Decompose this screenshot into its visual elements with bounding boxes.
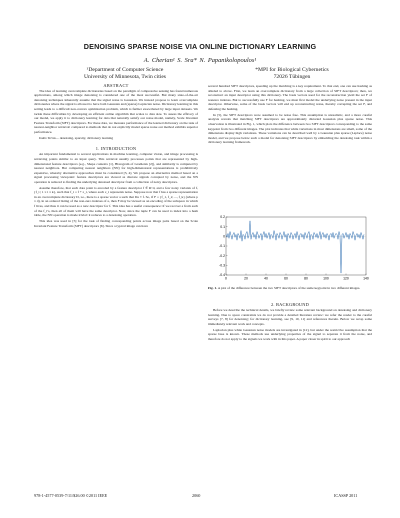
left-column — [34, 84, 198, 229]
caption-label: Fig. 1. — [208, 286, 218, 290]
right-column-top — [208, 84, 372, 146]
y-tick-label: -0.3 — [219, 263, 225, 268]
affiliation-1-univ: University of Minnesota, Twin cities — [83, 74, 166, 81]
index-terms-text: denoising, sparsity, dictionary learning — [59, 135, 114, 140]
intro-paragraph-2: Assume therefore, that each data point is encoded by a feature descriptor f ∈ R^d, and a few noisy variants of f, {f_i | 1 ≤ i ≤ k}, such that f_i = f + ε_i, where each ε_i represents noise. Suppose now that f has a sparse representation in an overcomplete dictionary D, i.e., there is a sparse vector a such that Da ≈ f. So, if F = {f_1, f_2, ..., f_k} (where p ≤ d), in an ordered listing of the non-zero indexes of a, then F may be viewed as an encoding of the subspace in which f lives, and thus it can be used as a new descriptor for f. This idea has a useful consequence: if we recover a from each of the f_i’s, then all of them will have the same descriptor. Now, since the tuple F can be used to index into a hash table, the NN operation is made trivial: it reduces to a denoising operation. — [34, 185, 198, 218]
background-paragraph-2: Laplacian plus white Gaussian noise models are investigated in [12], but under the restrictive assumption that the sparse base is known. These methods use underlying properties of the signal to separate it from the noise, and therefore do not apply to the signals we work with in this paper. A paper closer in spirit to our approach — [208, 327, 372, 341]
right-intro-paragraph-1: several hundred SIFT descriptors, speeding up the matching is a key requirement. To that end, one can use hashing as alluded to above. First, we learn an overcomplete dictionary from a large collection of SIFT descriptors; then, we reconstruct an input descriptor using this dictionary. The basis vectors used for the reconstruction yield the set F of nonzero indexes. But to successfully use F for hashing, we must first model the underlying noise present in the input descriptor. Otherwise, some of the basis vectors will end up reconstructing noise, thereby corrupting the set F, and defeating the hashing. — [208, 84, 372, 111]
right-intro-paragraph-2: In [5], the SIFT descriptors were assumed to be noise free. This assumption is unrealistic, and a more careful analysis reveals that matching SIFT descriptors are approximately distorted Gaussian plus sparse noise. This observation is illustrated in Fig. 1, which plots the difference between two SIFT descriptors corresponding to the same keypoint from two different images. The plot indicates that while variations in most dimensions are small, some of the dimensions display high variations. These variations can be described well by a Gaussian plus sparse (Laplace) noise model, and we propose below such a model for denoising SIFT descriptors by embedding the denoising task within a dictionary learning framework. — [208, 112, 372, 145]
right-column-bottom — [208, 302, 372, 343]
index-terms-label: Index Terms— — [39, 135, 59, 140]
affiliation-1-dept: ¹Department of Computer Science — [86, 67, 164, 73]
x-tick-label: 0 — [225, 276, 227, 281]
background-heading: 2. BACKGROUND — [271, 302, 309, 307]
intro-paragraph-1: An important fundamental to several applications in machine learning, computer vision, and image processing is retrieving points similar to an input query. This retrieval usually processes points that are represented by high-dimensional feature descriptors (e.g., Shape contexts [1], Histogram of Gradients [2]), and similarity is computed by nearest neighbors. But computing nearest neighbors (NN) for high-dimensional representations is prohibitively expensive, whereby alternative approaches must be considered [3, 4]. We propose an alternative method based on a signal processing viewpoint: feature descriptors are viewed as discrete signals corrupted by noise, and the NN operation is reduced to finding the underlying denoised descriptor from a collection of noisy descriptors. — [34, 152, 198, 184]
author-list: A. Cherian¹ S. Sra* N. Papanikolopoulos¹ — [143, 57, 257, 64]
affiliation-2-inst: *MPI for Biological Cybernetics — [255, 67, 329, 73]
index-terms — [34, 136, 198, 141]
affiliation-2-city: 72026 Tübingen — [273, 74, 311, 81]
y-axis-ticks — [219, 215, 227, 277]
x-tick-label: 20 — [244, 276, 248, 281]
y-tick-label: 0.2 — [220, 215, 225, 220]
x-tick-label: 140 — [363, 276, 369, 281]
x-tick-label: 100 — [323, 276, 329, 281]
series-line — [226, 221, 364, 273]
difference-series — [226, 221, 364, 273]
y-tick-label: -0.1 — [219, 244, 225, 249]
caption-text: A plot of the difference between the two SIFT descriptors of the same keypoint in two different images. — [217, 286, 361, 290]
footer-venue: ICASSP 2011 — [334, 493, 358, 498]
figure-1-plot — [214, 215, 370, 283]
y-tick-label: 0.1 — [220, 224, 225, 229]
x-tick-label: 80 — [304, 276, 308, 281]
y-tick-label: -0.2 — [219, 253, 225, 258]
intro-paragraph-3: This idea was used in [5] for the task of finding corresponding points across image pairs based on the Scale Invariant Feature Transform (SIFT) descriptors [6]. Since a typical image can have — [34, 219, 198, 228]
x-tick-label: 40 — [264, 276, 268, 281]
abstract-heading: ABSTRACT — [103, 83, 129, 88]
affiliation-2 — [232, 67, 352, 81]
plot-frame — [226, 217, 366, 275]
footer-isbn: 978-1-4577-0539-7/11/$26.00 ©2011 IEEE — [34, 493, 108, 498]
y-tick-label: -0.4 — [219, 273, 225, 278]
intro-heading: 1. INTRODUCTION — [95, 146, 137, 152]
affiliation-1 — [60, 67, 190, 81]
paper-title: DENOISING SPARSE NOISE VIA ONLINE DICTIONARY LEARNING — [83, 42, 317, 51]
footer-page-number: 2060 — [192, 493, 201, 498]
x-tick-label: 120 — [343, 276, 349, 281]
abstract-text: The idea of learning overcomplete dictionaries based on the paradigm of compressive sensing has found numerous applications, among which image denoising is considered one of the most successful. But many state-of-the-art denoising techniques inherently assume that the signal noise is Gaussian. We instead propose to learn overcomplete dictionaries where the signal is allowed to have both Gaussian and (sparse) Laplacian noise. Dictionary learning in this setting leads to a difficult non-convex optimization problem, which is further exacerbated by large input datasets. We tackle these difficulties by developing an efficient online algorithm that scales to data size. To assess the efficacy of our model, we apply it to dictionary learning for data that naturally satisfy our noise model, namely, Scale Invariant Feature Transform (SIFT) descriptors. For these data, we measure performance of the learned dictionary on the task of nearest-neighbor retrieval: compared to methods that do not explicitly model sparse noise our method exhibits superior performance. — [34, 88, 198, 134]
figure-1-caption — [208, 286, 372, 291]
x-axis-ticks — [225, 274, 369, 281]
y-tick-label: 0 — [223, 234, 225, 239]
x-tick-label: 60 — [284, 276, 288, 281]
background-paragraph-1: Before we describe the technical details, we briefly review some relevant background on denoising and dictionary learning. Due to space constraints we do not provide a detailed literature review: we refer the reader to the careful surveys [7, 8] for denoising; for dictionary learning, see [9, 10, 11] and references therein. Below we recap some immediately relevant work and concepts. — [208, 308, 372, 326]
